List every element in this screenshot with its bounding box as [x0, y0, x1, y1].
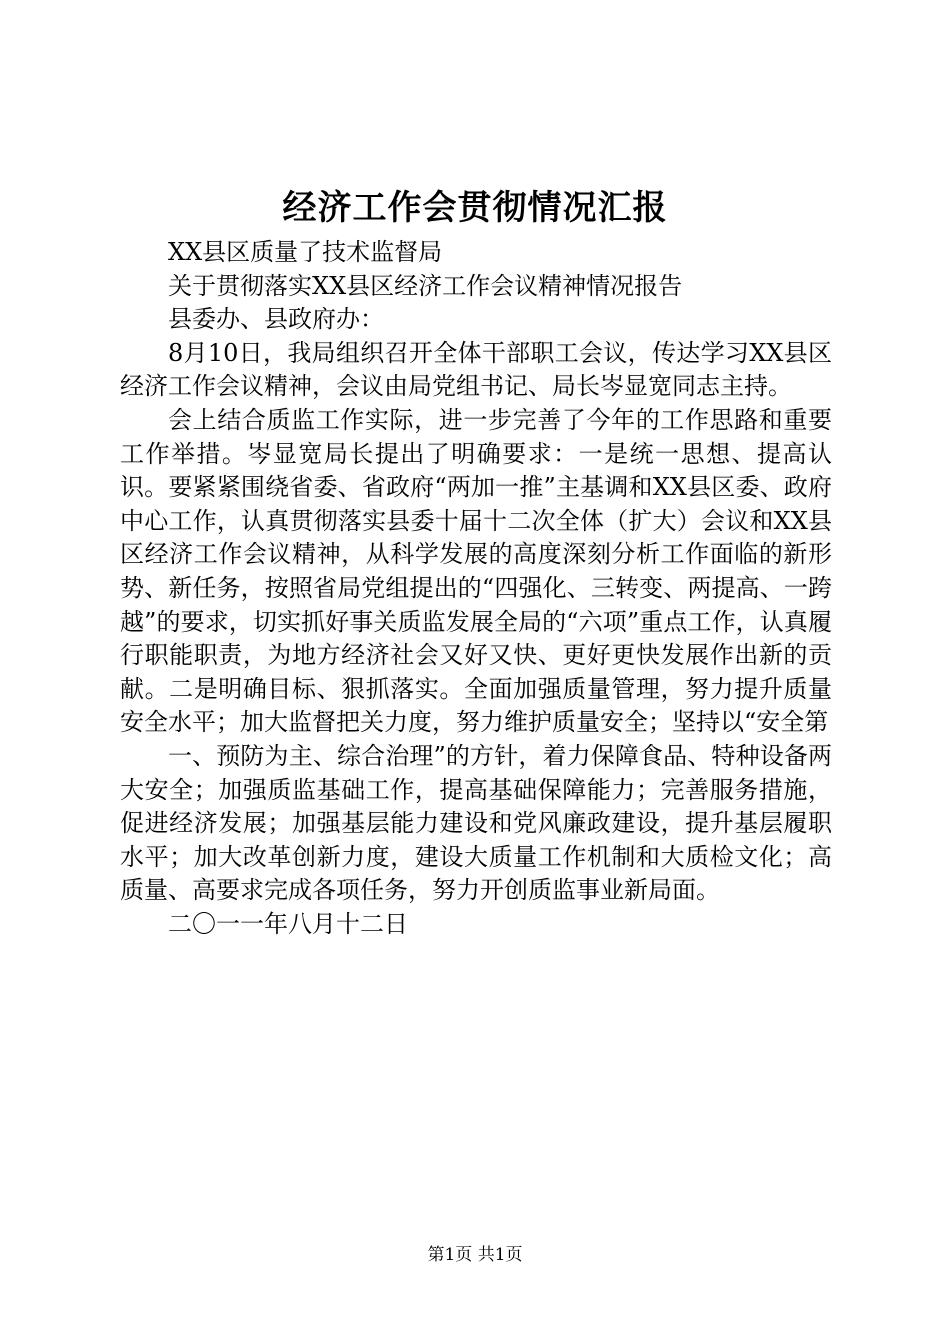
paragraph-3: 一、预防为主、综合治理”的方针，着力保障食品、特种设备两大安全；加强质监基础工作，提高基础保障能力；完善服务措施，促进经济发展；加强基层能力建设和党风廉政建设，提升基层履职水平；加大改革创新力度，建设大质量工作机制和大质检文化；高质量、高要求完成各项任务，努力开创质监事业新局面。 — [120, 741, 832, 905]
date-line: 二〇一一年八月十二日 — [168, 909, 408, 938]
paragraph-1: 8月10日，我局组织召开全体干部职工会议，传达学习XX县区经济工作会议精神，会议由局党组书记、局长岑显宽同志主持。 — [120, 338, 832, 401]
document-title: 经济工作会贯彻情况汇报 — [282, 188, 668, 228]
paragraph-2: 会上结合质监工作实际，进一步完善了今年的工作思路和重要工作举措。岑显宽局长提出了明确要求：一是统一思想、提高认识。要紧紧围绕省委、省政府“两加一推”主基调和XX县区委、政府中心工作，认真贯彻落实县委十届十二次全体（扩大）会议和XX县区经济工作会议精神，从科学发展的高度深刻分析工作面临的新形势、新任务，按照省局党组提出的“四强化、三转变、两提高、一跨越”的要求，切实抓好事关质监发展全局的“六项”重点工作，认真履行职能职责，为地方经济社会又好又快、更好更快发展作出新的贡献。二是明确目标、狠抓落实。全面加强质量管理，努力提升质量安全水平；加大监督把关力度，努力维护质量安全；坚持以“安全第 — [120, 405, 832, 737]
recipient-line: 县委办、县政府办： — [168, 305, 384, 334]
page-number-footer: 第1页 共1页 — [427, 1245, 523, 1265]
sender-line: XX县区质量了技术监督局 — [168, 238, 443, 266]
document-body — [120, 236, 832, 941]
subject-line: 关于贯彻落实XX县区经济工作会议精神情况报告 — [168, 271, 683, 300]
